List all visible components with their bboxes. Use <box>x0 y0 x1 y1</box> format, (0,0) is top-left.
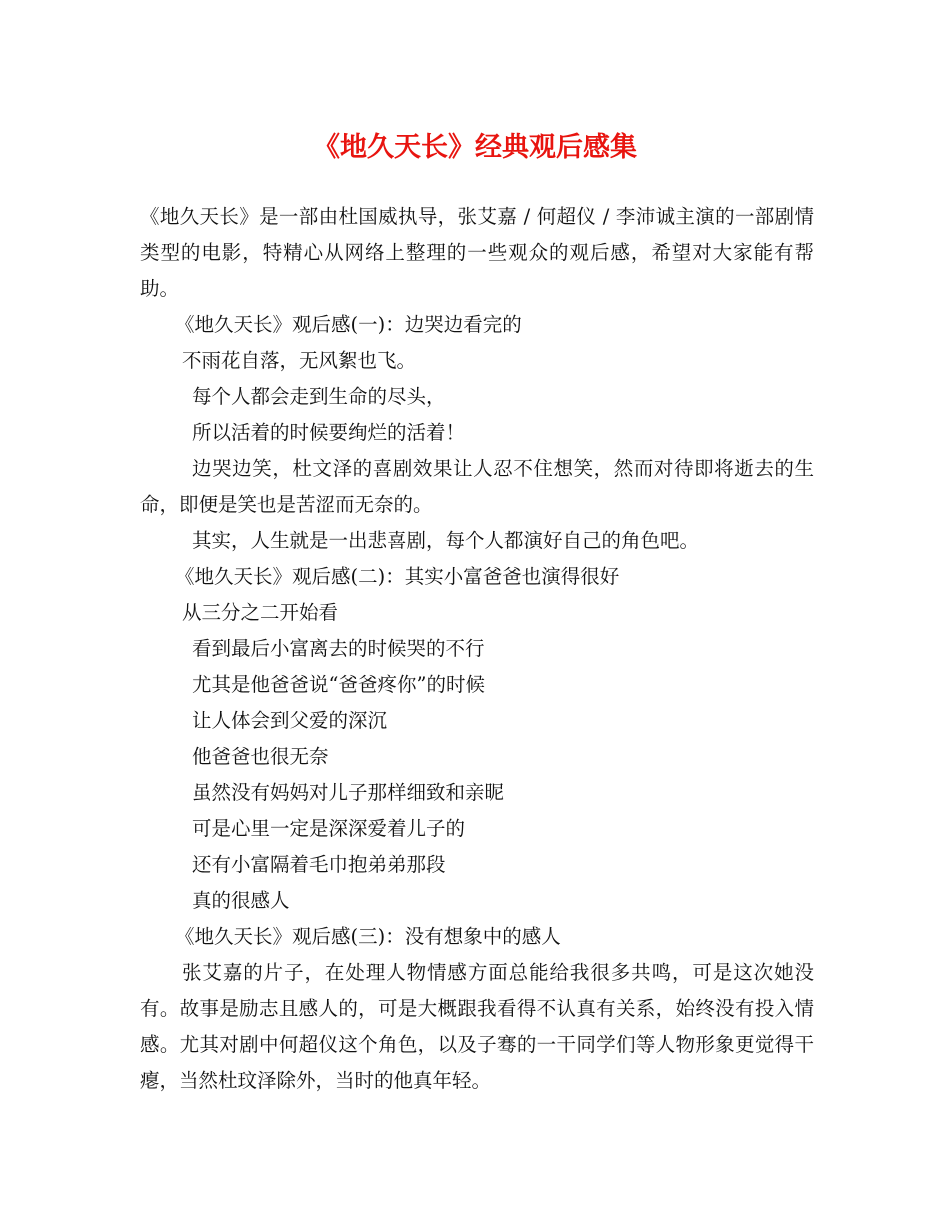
paragraph: 所以活着的时候要绚烂的活着！ <box>192 421 466 444</box>
paragraph: 尤其是他爸爸说“爸爸疼你”的时候 <box>192 673 485 696</box>
intro-paragraph: 《地久天长》是一部由杜国威执导，张艾嘉 / 何超仪 / 李沛诚主演的一部剧情类型的电影，特精心从网络上整理的一些观众的观后感，希望对大家能有帮助。 <box>140 205 814 300</box>
paragraph: 看到最后小富离去的时候哭的不行 <box>192 637 485 660</box>
paragraph: 让人体会到父爱的深沉 <box>192 709 388 732</box>
document-body <box>140 199 814 1099</box>
paragraph: 每个人都会走到生命的尽头， <box>192 385 446 408</box>
section-heading-1: 《地久天长》观后感(一)：边哭边看完的 <box>175 313 522 336</box>
paragraph: 他爸爸也很无奈 <box>192 745 329 768</box>
paragraph: 还有小富隔着毛巾抱弟弟那段 <box>192 853 446 876</box>
paragraph: 从三分之二开始看 <box>182 601 339 624</box>
paragraph: 真的很感人 <box>192 889 290 912</box>
paragraph: 其实，人生就是一出悲喜剧，每个人都演好自己的角色吧。 <box>192 529 700 552</box>
paragraph: 虽然没有妈妈对儿子那样细致和亲昵 <box>192 781 505 804</box>
paragraph: 可是心里一定是深深爱着儿子的 <box>192 817 466 840</box>
paragraph: 不雨花自落，无风絮也飞。 <box>182 349 417 372</box>
document-title: 《地久天长》经典观后感集 <box>313 132 637 163</box>
paragraph: 边哭边笑，杜文泽的喜剧效果让人忍不住想笑，然而对待即将逝去的生命，即便是笑也是苦涩而无奈的。 <box>140 457 814 516</box>
section-heading-3: 《地久天长》观后感(三)：没有想象中的感人 <box>175 925 561 948</box>
paragraph: 张艾嘉的片子，在处理人物情感方面总能给我很多共鸣，可是这次她没有。故事是励志且感人的，可是大概跟我看得不认真有关系，始终没有投入情感。尤其对剧中何超仪这个角色，以及子骞的一干同学们等人物形象更觉得干瘪，当然杜玟泽除外，当时的他真年轻。 <box>140 961 814 1092</box>
section-heading-2: 《地久天长》观后感(二)：其实小富爸爸也演得很好 <box>175 565 620 588</box>
